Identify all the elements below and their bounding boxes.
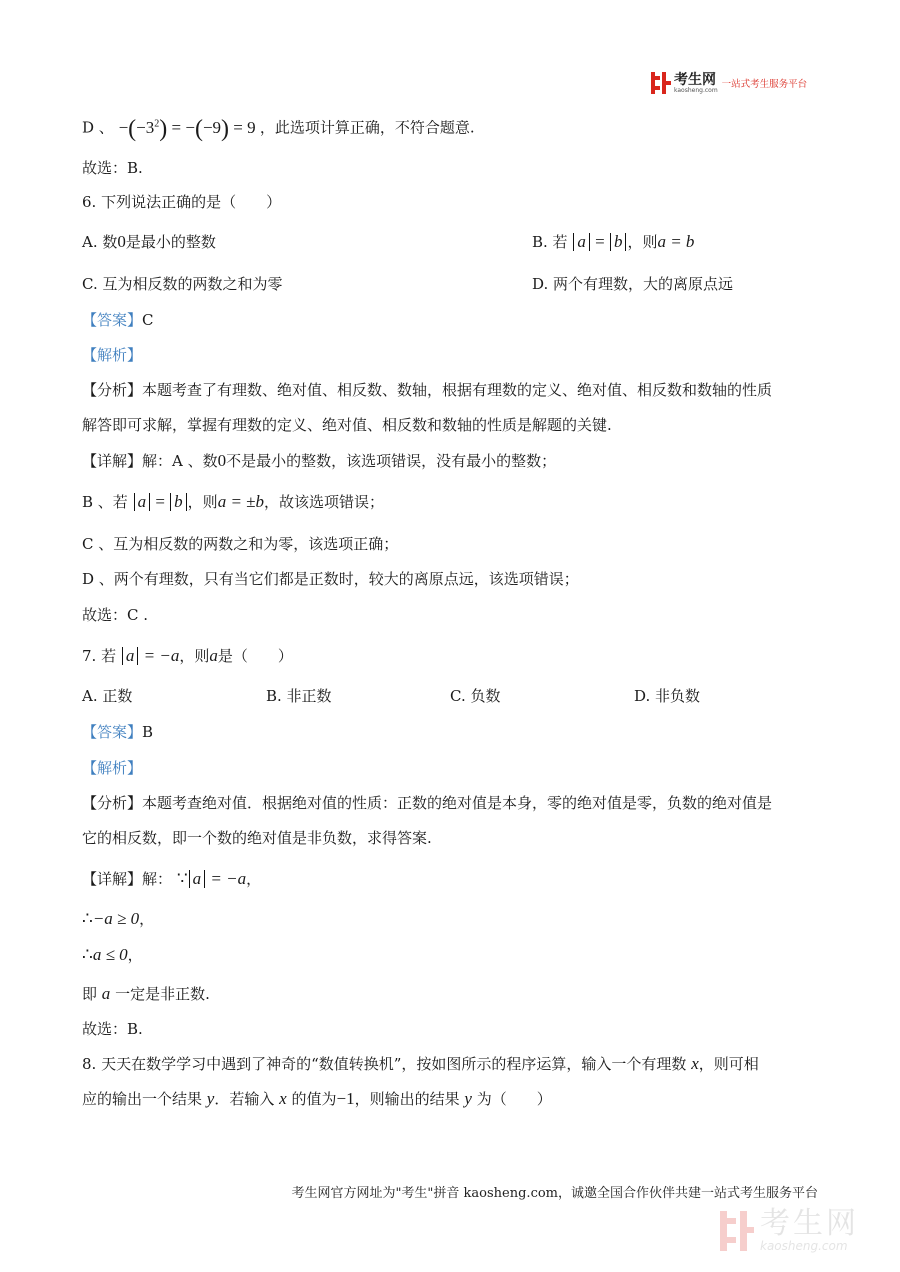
q7-analysis-1: 【分析】本题考查绝对值．根据绝对值的性质：正数的绝对值是本身，零的绝对值是零，负数的绝对值是 bbox=[82, 794, 773, 812]
q6-options-row2: C. 互为相反数的两数之和为零 D. 两个有理数，大的离原点远 bbox=[82, 275, 734, 293]
q6-analysis-2: 解答即可求解，掌握有理数的定义、绝对值、相反数和数轴的性质是解题的关键. bbox=[82, 416, 612, 434]
math-expression: $-(-3^2) = -(-9) = 9$ bbox=[118, 115, 256, 142]
footer-text: 考生网官方网址为"考生"拼音 kaosheng.com，诚邀全国合作伙伴共建一站式考生服务平台 bbox=[291, 1186, 818, 1201]
q6-detail-a: 【详解】解：A 、数0不是最小的整数，该选项错误，没有最小的整数； bbox=[82, 451, 557, 470]
q6-conclusion: 故选：C . bbox=[82, 606, 149, 624]
watermark-domain: kaosheng.com bbox=[760, 1239, 848, 1253]
q6-answer: 【答案】C bbox=[82, 311, 154, 329]
q6-analysis-heading: 【解析】 bbox=[82, 346, 143, 364]
q7-options: A. 正数 B. 非正数 C. 负数 D. 非负数 bbox=[82, 687, 701, 705]
q6-detail-b: B 、若 a = b ，则a = ±b，故该选项错误； bbox=[82, 492, 385, 511]
question-8-line2: 应的输出一个结果 y．若输入 x 的值为−1，则输出的结果 y 为（ ） bbox=[82, 1089, 552, 1108]
q6-options-row1: A. 数0是最小的整数 B. 若 a = b ，则a = b bbox=[82, 232, 695, 251]
q5-option-d-line: D 、 $-(-3^2) = -(-9) = 9$ ，此选项计算正确，不符合题意. bbox=[82, 115, 475, 142]
watermark-logo-icon bbox=[720, 1211, 754, 1251]
q7-analysis-2: 它的相反数，即一个数的绝对值是非负数，求得答案. bbox=[82, 829, 432, 847]
q7-detail-step3: ∴a ≤ 0， bbox=[82, 945, 143, 964]
q7-detail-step4: 即 a 一定是非正数. bbox=[82, 984, 210, 1003]
q7-detail-step2: ∴−a ≥ 0， bbox=[82, 909, 155, 928]
q7-answer: 【答案】B bbox=[82, 723, 154, 741]
q6-detail-c: C 、互为相反数的两数之和为零，该选项正确； bbox=[82, 535, 399, 553]
q5-conclusion: 故选：B. bbox=[82, 159, 143, 177]
logo-text: 考生网 bbox=[674, 71, 716, 88]
watermark-text: 考生网 bbox=[760, 1206, 859, 1241]
watermark bbox=[720, 1208, 859, 1253]
header-logo bbox=[651, 70, 807, 96]
question-6: 6. 下列说法正确的是（ ） bbox=[82, 193, 282, 211]
q7-conclusion: 故选：B. bbox=[82, 1020, 143, 1038]
q7-analysis-heading: 【解析】 bbox=[82, 759, 143, 777]
q6-analysis-1: 【分析】本题考查了有理数、绝对值、相反数、数轴，根据有理数的定义、绝对值、相反数和数轴的性质 bbox=[82, 381, 773, 399]
q6-detail-d: D 、两个有理数，只有当它们都是正数时，较大的离原点远，该选项错误； bbox=[82, 570, 579, 588]
logo-domain: kaosheng.com bbox=[674, 86, 718, 94]
question-8-line1: 8. 天天在数学学习中遇到了神奇的“数值转换机”，按如图所示的程序运算，输入一个有理数 x，则可相 bbox=[82, 1054, 759, 1073]
q7-detail-step1: 【详解】解： ∵ a = −a， bbox=[82, 869, 262, 888]
logo-mark-icon bbox=[651, 72, 671, 94]
logo-slogan: 一站式考生服务平台 bbox=[721, 79, 808, 90]
question-7: 7. 若 a = −a，则a是（ ） bbox=[82, 646, 293, 665]
